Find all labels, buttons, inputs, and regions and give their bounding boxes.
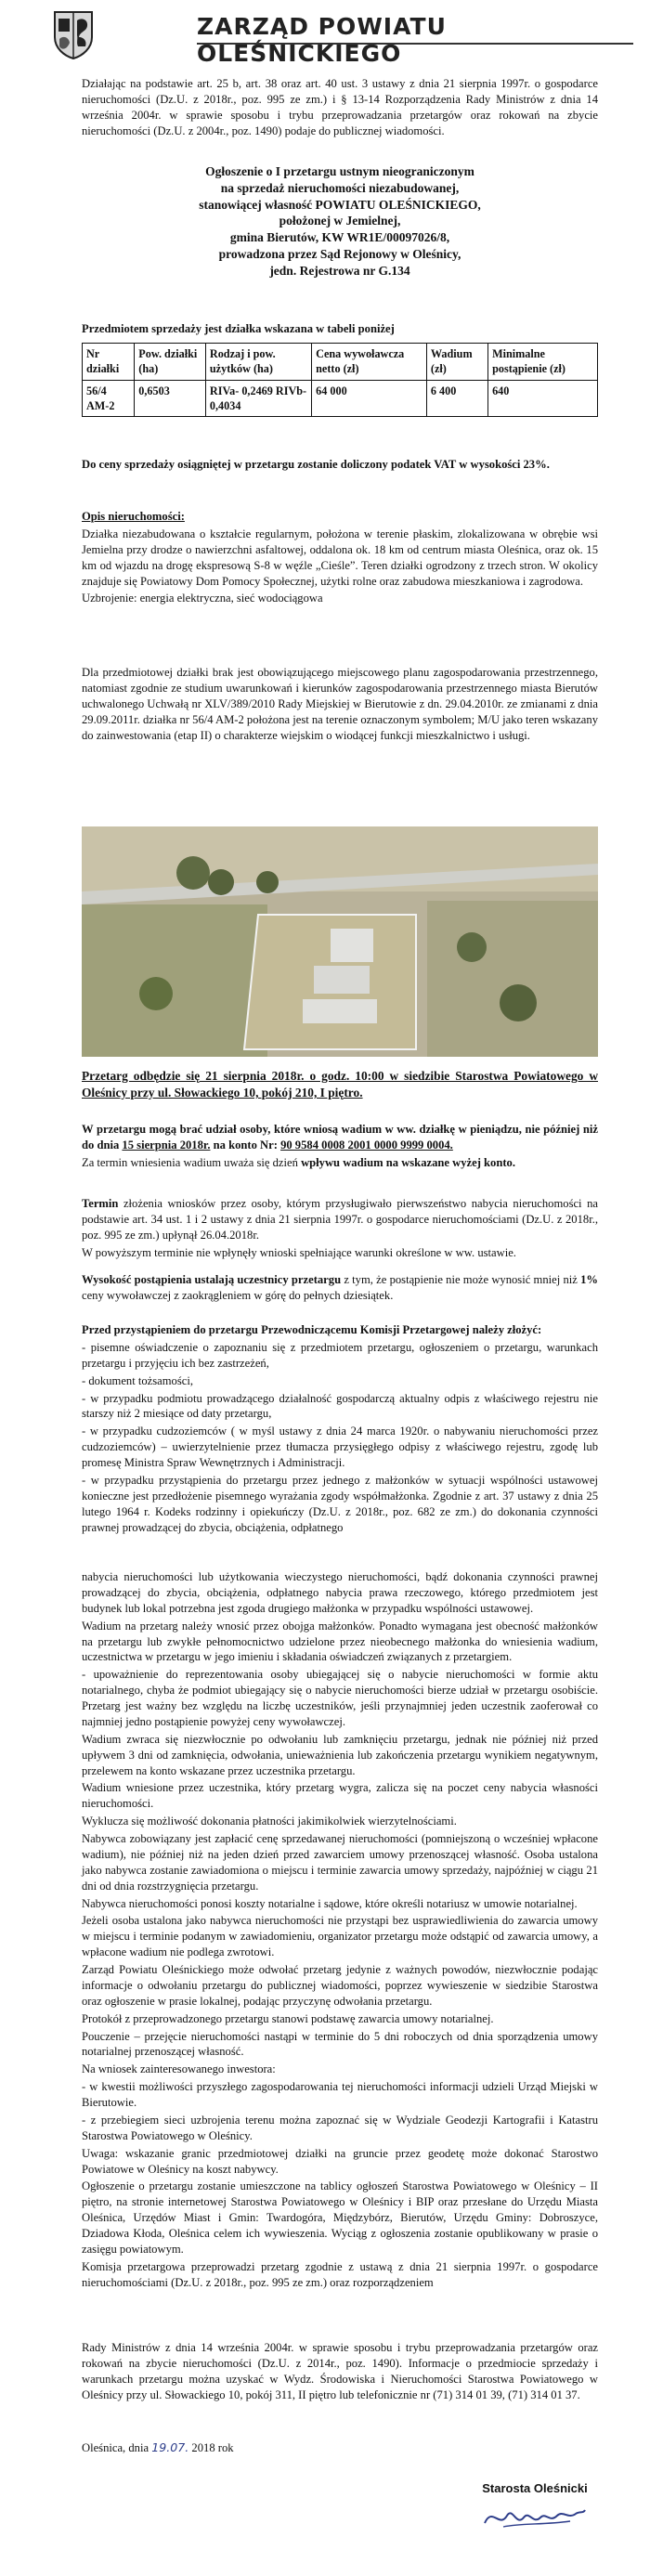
bid-rule-end: ceny wywoławczej z zaokrągleniem w górę do pełnych dziesiątek. — [82, 1288, 394, 1302]
signing-place: Oleśnica, dnia — [82, 2441, 150, 2454]
table-cell: 0,6503 — [135, 380, 206, 417]
handwritten-signature — [479, 2501, 591, 2532]
table-cell: 56/4 AM-2 — [83, 380, 135, 417]
bid-percent: 1% — [580, 1273, 598, 1286]
bid-rule: Wysokość postąpienia ustalają uczestnicy przetargu — [82, 1273, 342, 1286]
announcement-line: prowadzona przez Sąd Rejonowy w Oleśnicy, — [218, 247, 462, 262]
list-item: - w przypadku cudzoziemców ( w myśl ustawy z dnia 24 marca 1920r. o nabywaniu nieruchomości przez cudzoziemców) – uwierzytelnienie przez tłumacza przysięgłego odpisy z właściwego rejestru, zgodę lub promesę Ministra Spraw Wewnętrznych i Administracji. — [82, 1425, 598, 1469]
body-paragraph: Zarząd Powiatu Oleśnickiego może odwołać przetarg jedynie z ważnych powodów, niezwłocznie podając informacje o odwołaniu przetargu do publicznej wiadomości, poprzez wywieszenie w siedzibie Starostwa oraz ogłoszenie w prasie lokalnej, podając przyczynę odwołania przetargu. — [82, 1963, 598, 2008]
table-caption: Przedmiotem sprzedaży jest działka wskazana w tabeli poniżej — [82, 322, 395, 335]
table-cell: RIVa- 0,2469 RIVb-0,4034 — [205, 380, 311, 417]
table-cell: 6 400 — [426, 380, 488, 417]
deposit-note-emph: wpływu wadium na wskazane wyżej konto. — [301, 1155, 515, 1169]
required-documents — [82, 1322, 598, 1537]
deposit-section — [82, 1122, 598, 1173]
aerial-photo — [82, 826, 598, 1057]
body-paragraph: Wadium wniesione przez uczestnika, który przetarg wygra, zalicza się na poczet ceny nabycia własności nieruchomości. — [82, 1781, 598, 1811]
signatory-role: Starosta Oleśnicki — [482, 2481, 588, 2495]
list-item: - pisemne oświadczenie o zapoznaniu się z przedmiotem przetargu, ogłoszeniem o przetargu, warunkach przetargu i przyjęciu ich bez zastrzeżeń, — [82, 1340, 598, 1370]
announcement-line: gmina Bierutów, KW WR1E/00097026/8, — [229, 230, 450, 245]
body-paragraph: Jeżeli osoba ustalona jako nabywca nieruchomości nie przystąpi bez usprawiedliwienia do zawarcia umowy w miejscu i terminie podanym w zawiadomieniu, organizator przetargu może odstąpić od zawarcia umowy, a wpłacone wadium nie podlega zwrotowi. — [82, 1914, 598, 1959]
table-header-cell: Cena wywoławcza netto (zł) — [312, 343, 427, 380]
body-paragraph: - upoważnienie do reprezentowania osoby ubiegającej się o nabycie nieruchomości w formie aktu notarialnego, chyba że podmiot ubiegający się o nabycie nieruchomości bierze udział w przetargu osobiście. Przetarg jest ważny bez względu na liczbę uczestników, jeśli przynajmniej jeden uczestnik zaoferował co najmniej jedno postąpienie powyżej ceny wywoławczej. — [82, 1668, 598, 1728]
vat-note: Do ceny sprzedaży osiągniętej w przetargu zostanie doliczony podatek VAT w wysokości 23%. — [82, 458, 550, 471]
announcement-line: położonej w Jemielnej, — [279, 214, 401, 228]
signature-block — [442, 2481, 628, 2537]
plot-section — [82, 321, 598, 417]
auction-date: Przetarg odbędzie się 21 sierpnia 2018r. o godz. 10:00 w siedzibie Starostwa Powiatowego w Oleśnicy przy ul. Słowackiego 10, pokój 210, I piętro. — [82, 1069, 598, 1099]
body-paragraph: Uwaga: wskazanie granic przedmiotowej działki na gruncie przez geodetę może dokonać Starostwo Powiatowe w Oleśnicy na koszt nabywcy. — [82, 2146, 598, 2176]
header-rule — [197, 43, 633, 45]
header-title: ZARZĄD POWIATU OLEŚNICKIEGO — [197, 13, 447, 67]
coat-of-arms-icon — [52, 9, 95, 59]
table-header-cell: Pow. działki (ha) — [135, 343, 206, 380]
bid-increment-note — [82, 1272, 598, 1304]
body-paragraph: Nabywca nieruchomości ponosi koszty notarialne i sądowe, które określi notariusz w umowie notarialnej. — [82, 1896, 578, 1910]
body-paragraph: - z przebiegiem sieci uzbrojenia terenu można zapoznać się w Wydziale Geodezji Kartografii i Katastru Starostwa Powiatowego w Oleśnicy. — [82, 2113, 598, 2142]
list-item: - w przypadku podmiotu prowadzącego działalność gospodarczą aktualny odpis z właściwego rejestru nie starszy niż 2 miesiące od daty przetargu, — [82, 1391, 598, 1421]
body-paragraph: - w kwestii możliwości przyszłego zagospodarowania tej nieruchomości informacji udzieli Urząd Miejski w Bierutowie. — [82, 2080, 598, 2109]
body-paragraph: Ogłoszenie o przetargu zostanie umieszczone na tablicy ogłoszeń Starostwa Powiatowego w Oleśnicy – II piętro, na stronie internetowej Starostwa Powiatowego w Oleśnicy i BIP oraz przesłane do Urzędu Miasta Oleśnica, Urzędów Miast i Gmin: Twardogóra, Międzybórz, Bierutów, Urzędu Gminy: Dobroszyce, Dziadowa Kłoda, Oleśnica celem ich wywieszenia. Wyciąg z ogłoszenia zostanie opublikowany w prasie o zasięgu powiatowym. — [82, 2179, 598, 2256]
body-paragraph: Komisja przetargowa przeprowadzi przetarg zgodnie z ustawą z dnia 21 sierpnia 1997r. o gospodarce nieruchomościami (Dz.U. z 2018r., poz. 995 ze zm.) oraz rozporządzeniem — [82, 2259, 598, 2289]
body-paragraph: Wyklucza się możliwość dokonania płatności jakimikolwiek wierzytelnościami. — [82, 1815, 457, 1828]
table-header-cell: Wadium (zł) — [426, 343, 488, 380]
zoning-paragraph: Dla przedmiotowej działki brak jest obowiązującego miejscowego planu zagospodarowania przestrzennego, natomiast zgodnie ze studium uwarunkowań i kierunków zagospodarowania przestrzennego miasta Bierutów uchwalonego Uchwałą nr XLV/389/2010 Rady Miejskiej w Bierutowie z dn. 29.04.2010r. ze zmianami z dnia 29.09.2011r. działka nr 56/4 AM-2 położona jest na terenie oznaczonym symbolem; M/U jako teren wskazany do zainwestowania (etap II) o charakterze wiejskim o wiodącej funkcji mieszkalnictwo i usługi. — [82, 666, 598, 742]
documents-title: Przed przystąpieniem do przetargu Przewodniczącemu Komisji Przetargowej należy złożyć: — [82, 1323, 542, 1336]
priority-text-2: W powyższym terminie nie wpłynęły wnioski spełniające warunki określone w ww. ustawie. — [82, 1245, 516, 1259]
list-item: - dokument tożsamości, — [82, 1373, 193, 1387]
deposit-note: Za termin wniesienia wadium uważa się dzień — [82, 1155, 298, 1169]
documents-list — [82, 1340, 598, 1536]
list-item: - w przypadku przystąpienia do przetargu przez jednego z małżonków w sytuacji wspólności ustawowej konieczne jest przedłożenie pisemnego wyrażania zgody współmałżonka. Zgodnie z art. 37 ustawy z dnia 25 lutego 1964 r. Kodeks rodzinny i opiekuńczy (Dz.U. z 2018r., poz. 682 ze zm.) do dokonania czynności prawnej prowadzącej do zbycia, obciążenia, odpłatnego — [82, 1473, 598, 1534]
plot-table — [82, 343, 598, 417]
table-row — [83, 380, 598, 417]
deposit-lead: W przetargu mogą brać udział osoby, które wniosą wadium w ww. działkę w pieniądzu, nie później niż do dnia — [82, 1123, 598, 1151]
table-cell: 64 000 — [312, 380, 427, 417]
priority-text: złożenia wniosków przez osoby, którym przysługiwało pierwszeństwo nabycia nieruchomości na podstawie art. 34 ust. 1 i 2 ustawy z dnia 21 sierpnia 1997r. o gospodarce nieruchomościami (Dz.U. z 2018r., poz. 995 ze zm.) upłynął 26.04.2018r. — [82, 1197, 598, 1242]
signing-date-handwritten: 19.07. — [151, 2440, 189, 2454]
body-paragraph: Protokół z przeprowadzonego przetargu stanowi podstawę zawarcia umowy notarialnej. — [82, 2011, 494, 2025]
signing-year: 2018 rok — [191, 2441, 234, 2454]
body-paragraph: Wadium na przetarg należy wnosić przez obojga małżonków. Ponadto wymagana jest obecność małżonków na przetargu lub zwykłe pełnomocnictwo udzielone przez nieobecnego małżonka do wniesienia wadium, uczestnictwa w przetargu w jego imieniu i składania oświadczeń związanych z przetargiem. — [82, 1619, 598, 1664]
priority-section — [82, 1196, 598, 1263]
table-header-cell: Minimalne postąpienie (zł) — [488, 343, 598, 380]
table-header-cell: Rodzaj i pow. użytków (ha) — [205, 343, 311, 380]
table-header-row — [83, 343, 598, 380]
bank-account-number: 90 9584 0008 2001 0000 9999 0004. — [280, 1138, 453, 1151]
signing-date — [82, 2440, 598, 2456]
utilities-text: Uzbrojenie: energia elektryczna, sieć wodociągowa — [82, 592, 323, 605]
description-title: Opis nieruchomości: — [82, 510, 185, 523]
body-paragraph: Pouczenie – przejęcie nieruchomości nastąpi w terminie do 5 dni roboczych od dnia sporządzenia umowy notarialnej przenoszącej własność. — [82, 2029, 598, 2059]
closing-paragraph: Rady Ministrów z dnia 14 września 2004r. w sprawie sposobu i trybu przeprowadzania przetargów oraz rokowań na zbycie nieruchomości (Dz.U. z 2014r., poz. 1490). Informacje o przedmiocie sprzedaży i warunkach przetargu można uzyskać w Wydz. Środowiska i Nieruchomości Starostwa Powiatowego w Oleśnicy przy ul. Słowackiego 10, pokój 311, II piętro lub telefonicznie nr (71) 314 01 39, (71) 314 01 37. — [82, 2341, 598, 2401]
priority-label: Termin — [82, 1197, 119, 1210]
body-paragraph: Wadium zwraca się niezwłocznie po odwołaniu lub zamknięciu przetargu, jednak nie później niż przed upływem 3 dni od zamknięcia, odwołania, unieważnienia lub zakończenia przetargu wynikiem negatywnym, przelewem na konto wskazane przez uczestnika przetargu. — [82, 1732, 598, 1777]
deposit-deadline: 15 sierpnia 2018r. — [122, 1138, 211, 1151]
announcement-heading — [82, 163, 598, 280]
announcement-line: Ogłoszenie o I przetargu ustnym nieograniczonym — [205, 164, 474, 178]
body-paragraph: Na wniosek zainteresowanego inwestora: — [82, 2062, 276, 2076]
page-header — [39, 7, 615, 67]
terms-body — [82, 1569, 598, 2293]
deposit-mid: na konto Nr: — [213, 1138, 278, 1151]
announcement-line: jedn. Rejestrowa nr G.134 — [269, 263, 410, 278]
body-paragraph: nabycia nieruchomości lub użytkowania wieczystego nieruchomości, bądź dokonania czynności prawnej prowadzącej do zbycia, obciążenia, odpłatnego nabycia prawa rzeczowego, którego przedmiotem jest budynek lub lokal potrzebna jest zgoda drugiego małżonka w przypadku wspólności ustawowej. — [82, 1570, 598, 1615]
intro-paragraph: Działając na podstawie art. 25 b, art. 38 oraz art. 40 ust. 3 ustawy z dnia 21 sierpnia 1997r. o gospodarce nieruchomości (Dz.U. z 2018r., poz. 995 ze zm.) i § 13-14 Rozporządzenia Rady Ministrów z dnia 14 września 2004r. w sprawie sposobu i trybu przeprowadzania przetargów oraz rokowań na zbycie nieruchomości (Dz.U. z 2004r., poz. 1490) podaje do publicznej wiadomości. — [82, 77, 598, 137]
description-text: Działka niezabudowana o kształcie regularnym, położona w terenie płaskim, zlokalizowana w obrębie wsi Jemielna przy drodze o nawierzchni asfaltowej, oddalona ok. 18 km od centrum miasta Oleśnica, oraz ok. 15 km od wjazdu na drogę ekspresową S-8 w węźle „Cieśle”. Teren działki ogrodzony z trzech stron. W okolicy znajduje się Powiatowy Dom Pomocy Społecznej, użytki rolne oraz zabudowa mieszkaniowa i zagrodowa. — [82, 527, 598, 588]
announcement-line: na sprzedaż nieruchomości niezabudowanej, — [220, 180, 460, 195]
table-header-cell: Nr działki — [83, 343, 135, 380]
body-paragraph: Nabywca zobowiązany jest zapłacić cenę sprzedawanej nieruchomości (pomniejszoną o wcześniej wpłacone wadium), nie później niż na jeden dzień przed zawarciem umowy przenoszącej własność. Osoba ustalona jako nabywca zostanie zawiadomiona o miejscu i terminie zawarcia umowy sprzedaży, najpóźniej w ciągu 21 dni od dnia rozstrzygnięcia przetargu. — [82, 1832, 598, 1893]
bid-rule-text: z tym, że postąpienie nie może wynosić mniej niż — [344, 1273, 578, 1286]
announcement-line: stanowiącej własność POWIATU OLEŚNICKIEGO, — [199, 197, 481, 212]
table-cell: 640 — [488, 380, 598, 417]
description-section — [82, 509, 598, 608]
